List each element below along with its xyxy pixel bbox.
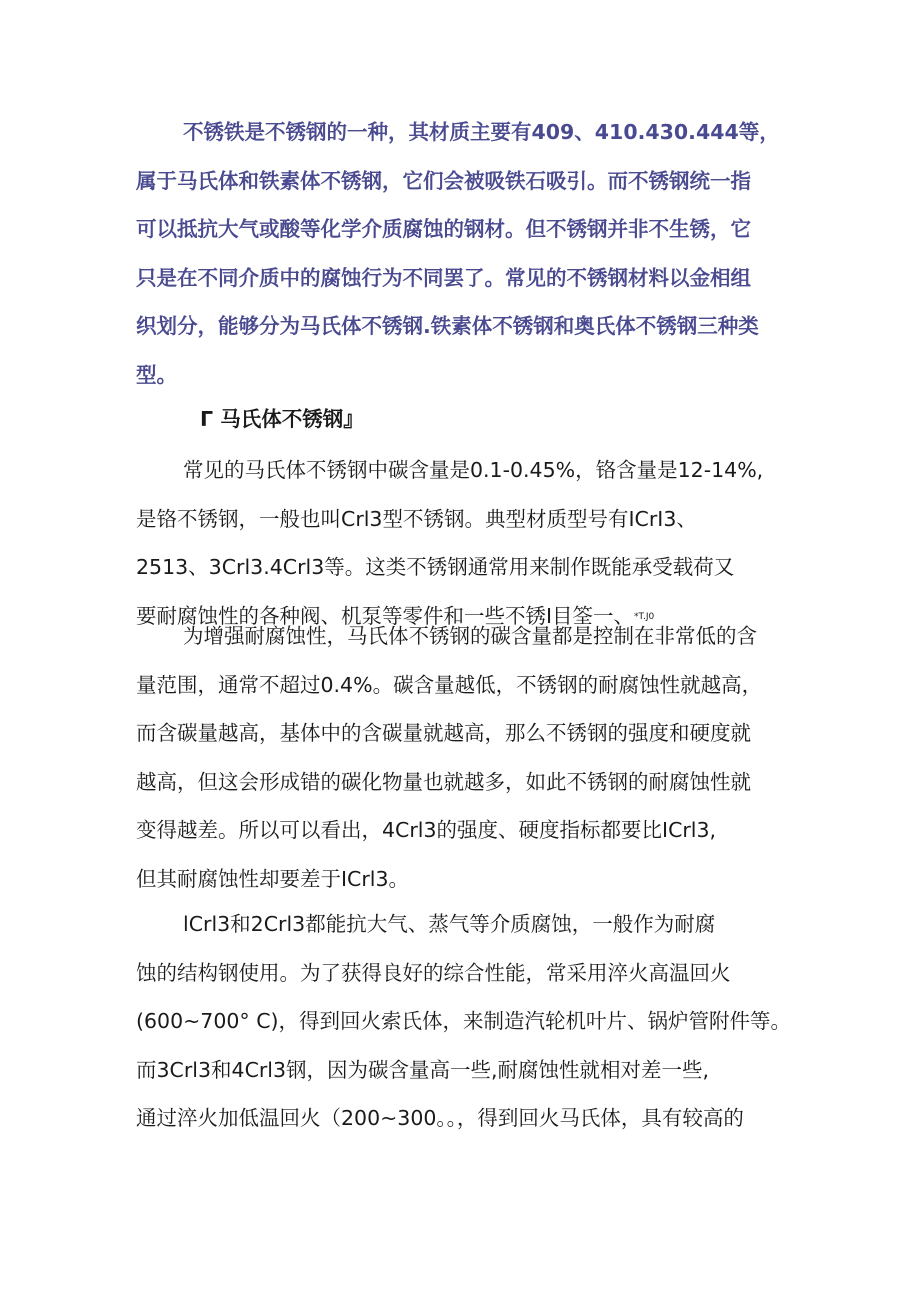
text-line: 为增强耐腐蚀性，马氏体不锈钢的碳含量都是控制在非常低的含 [183, 624, 757, 648]
text-line: 变得越差。所以可以看出，4Crl3的强度、硬度指标都要比ICrl3, [136, 818, 717, 842]
paragraph-heat-treatment [136, 900, 798, 1143]
garbled-mark: *T.J0 [634, 611, 655, 622]
paragraph-intro [136, 108, 798, 399]
text-line: 是铬不锈钢，一般也叫Crl3型不锈钢。典型材质型号有ICrI3、 [136, 506, 697, 531]
text-line: 型。 [136, 362, 177, 387]
paragraph-martensitic-overview [136, 446, 798, 640]
text-line: 只是在不同介质中的腐蚀行为不同罢了。常见的不锈钢材料以金相组 [136, 265, 751, 290]
section-heading: Γ 马氏体不锈钢』 [200, 407, 364, 431]
text-line: 而3Crl3和4Crl3钢，因为碳含量高一些,耐腐蚀性就相对差一些, [136, 1057, 710, 1082]
text-line: 2513、3Crl3.4Crl3等。这类不锈钢通常用来制作既能承受载荷又 [136, 555, 735, 579]
text-line: (600~700° C)，得到回火索氏体，来制造汽轮机叶片、锅炉管附件等。 [136, 1009, 792, 1033]
text-line: 不锈铁是不锈钢的一种，其材质主要有409、410.430.444等， [183, 120, 780, 144]
text-line: 常见的马氏体不锈钢中碳含量是0.1-0.45%，铬含量是12-14%, [183, 458, 764, 482]
text-line: 蚀的结构钢使用。为了获得良好的综合性能，常采用淬火高温回火 [136, 960, 731, 985]
text-line: 但其耐腐蚀性却要差于ICrl3。 [136, 866, 410, 891]
text-line-content: 要耐腐蚀性的各种阀、机泵等零件和一些不锈Ⅰ目筌一、 [136, 603, 635, 628]
text-line: 可以抵抗大气或酸等化学介质腐蚀的钢材。但不锈钢并非不生锈，它 [136, 217, 751, 241]
text-line: 而含碳量越高，基体中的含碳量就越高，那么不锈钢的强度和硬度就 [136, 721, 751, 745]
paragraph-carbon-content [136, 612, 798, 903]
text-line: 织划分，能够分为马氏体不锈钢.铁素体不锈钢和奥氏体不锈钢三种类 [136, 314, 759, 338]
text-line: 通过淬火加低温回火（200~300。。，得到回火马氏体，具有较高的 [136, 1106, 744, 1130]
text-line: 属于马氏体和铁素体不锈钢，它们会被吸铁石吸引。而不锈钢统一指 [136, 168, 751, 193]
text-line: lCrl3和2Crl3都能抗大气、蒸气等介质腐蚀，一般作为耐腐 [183, 912, 716, 936]
text-line: 越高，但这会形成错的碳化物量也就越多，如此不锈钢的耐腐蚀性就 [136, 769, 751, 794]
text-line: 量范围，通常不超过0.4%。碳含量越低，不锈钢的耐腐蚀性就越高， [136, 672, 763, 697]
